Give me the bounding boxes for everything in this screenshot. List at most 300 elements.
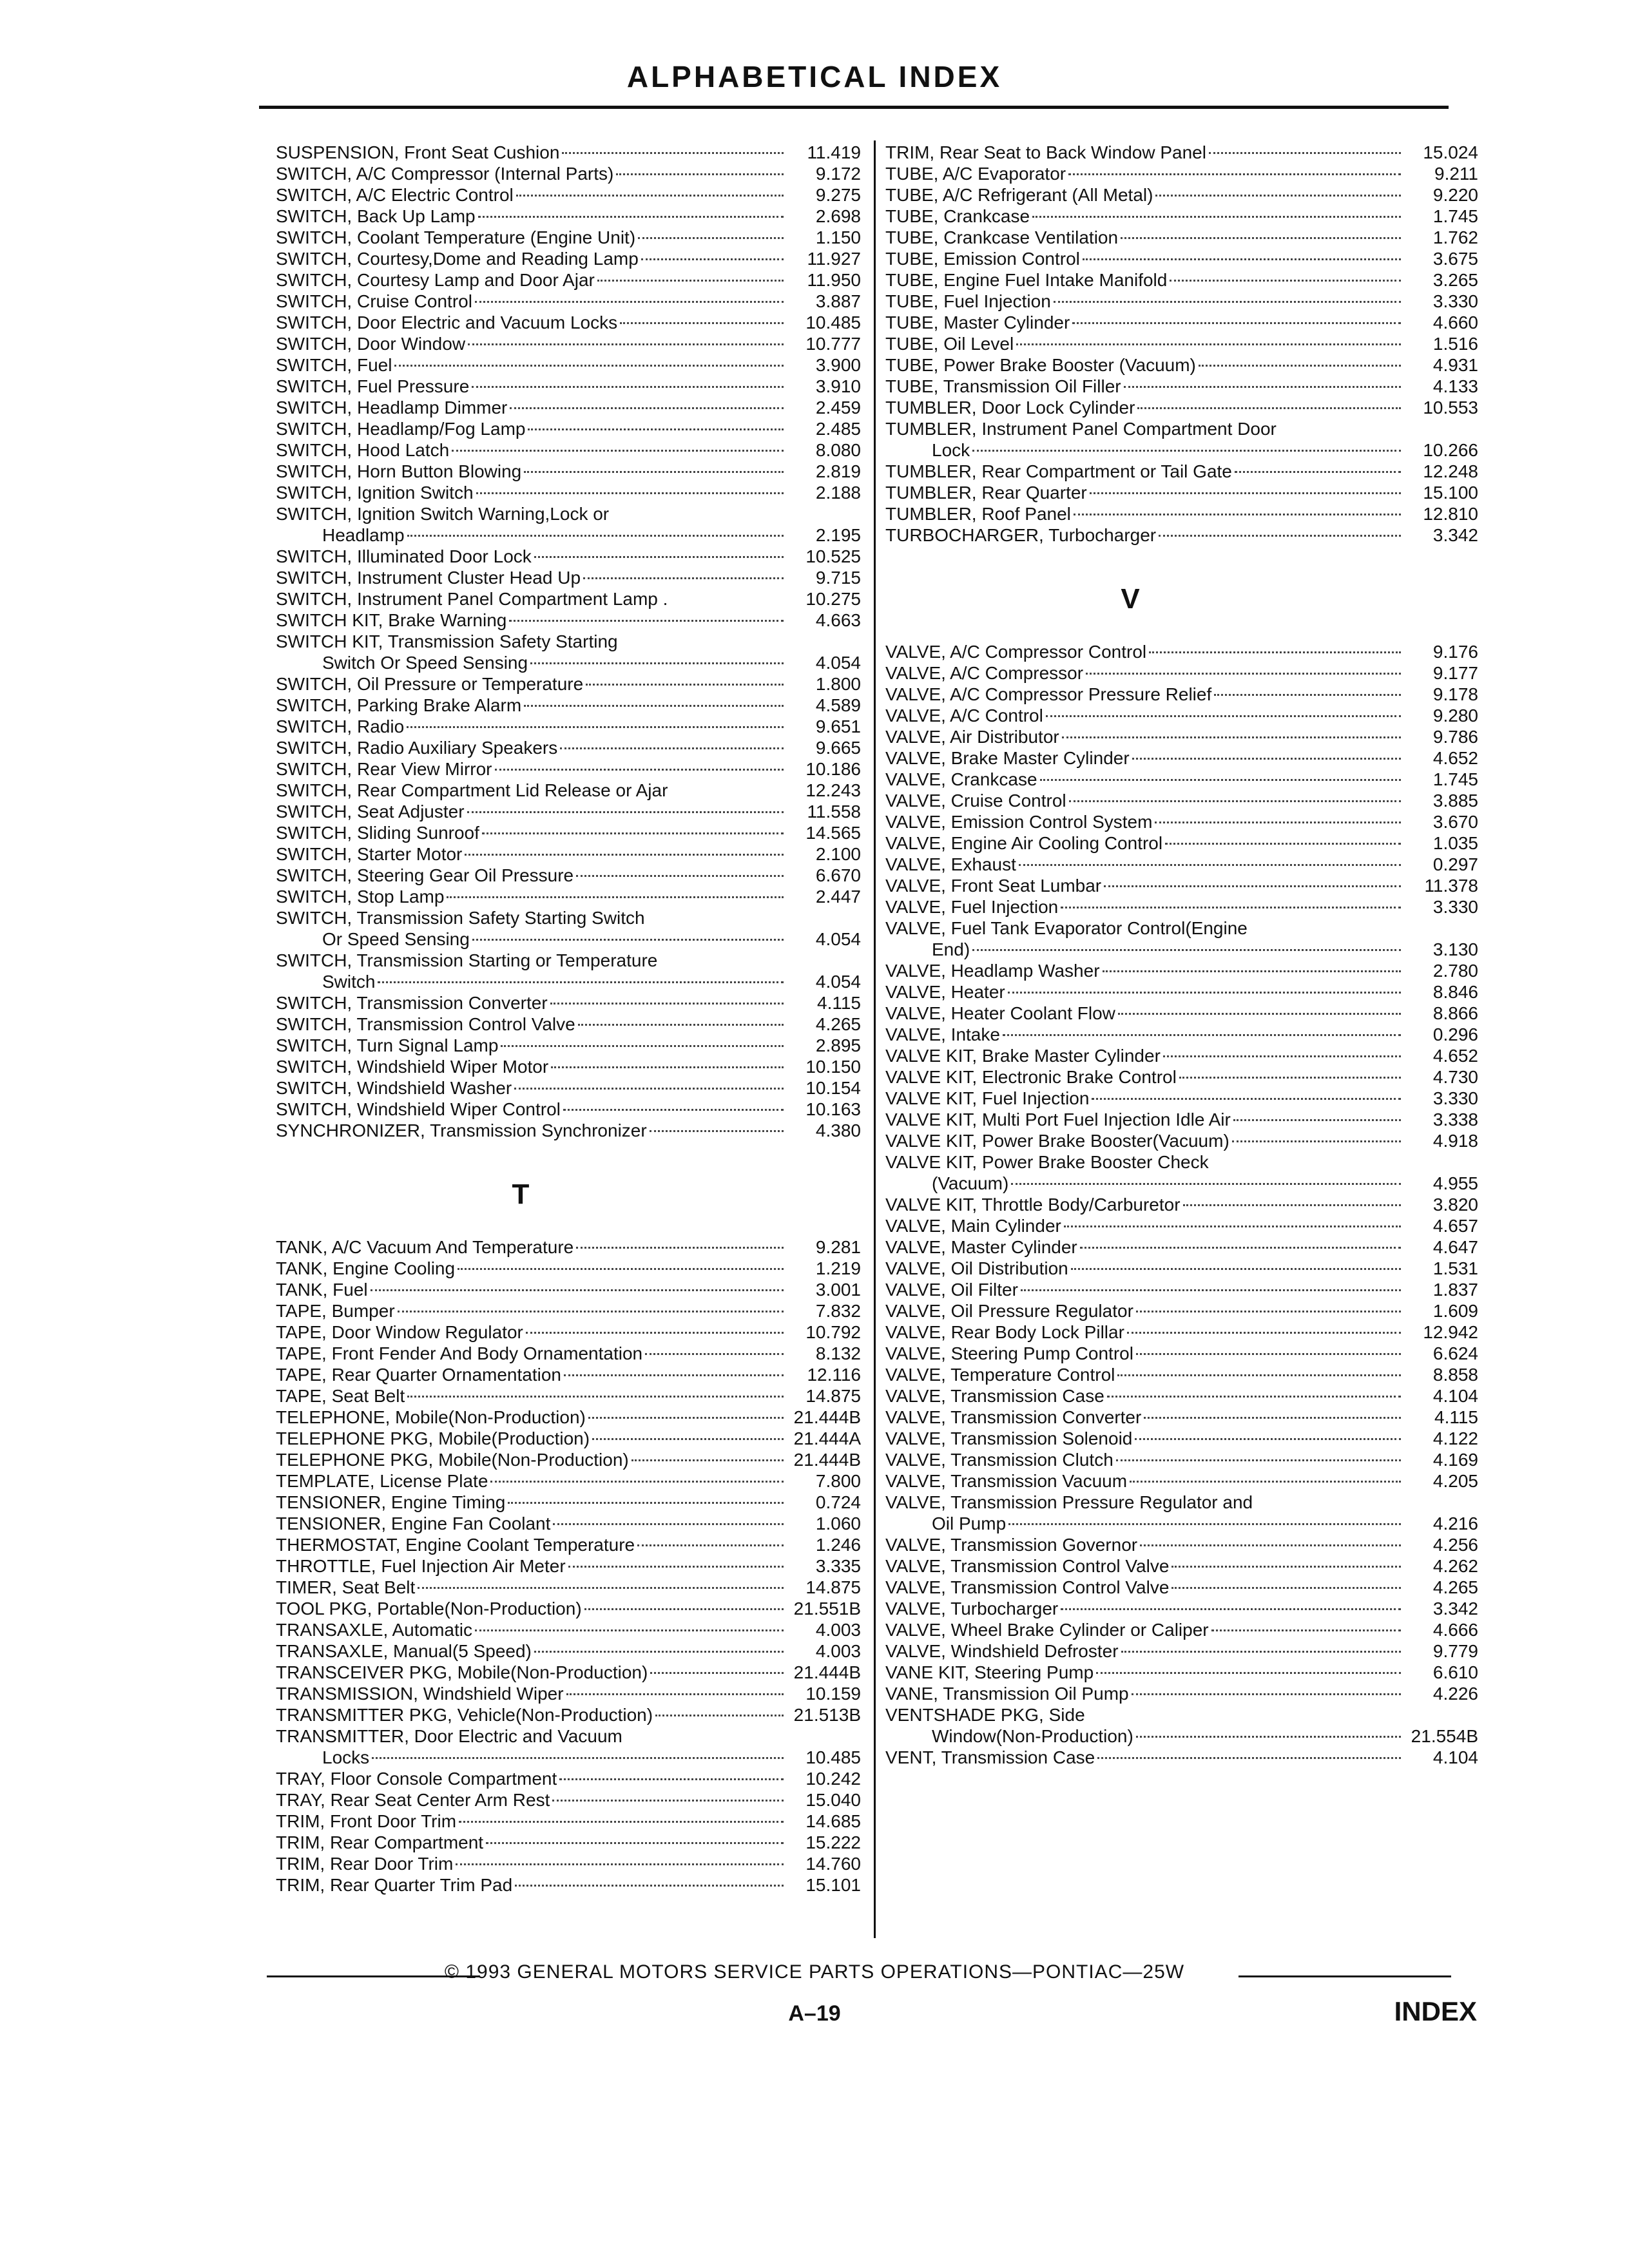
index-page-ref: 4.104: [1432, 1747, 1478, 1767]
dot-leader: [1083, 258, 1401, 260]
index-page-ref: 4.226: [1432, 1684, 1478, 1704]
index-entry-label: SWITCH, Door Electric and Vacuum Locks: [276, 312, 618, 332]
index-entry-label: TUBE, Power Brake Booster (Vacuum): [885, 355, 1196, 375]
dot-leader: [586, 684, 784, 686]
dot-leader: [562, 152, 784, 154]
index-entry-label: Headlamp: [322, 525, 405, 545]
index-entry: [276, 1704, 861, 1725]
index-entry: [276, 1619, 861, 1640]
index-page-ref: 4.652: [1432, 1046, 1478, 1066]
index-entry-title: TRANSMITTER, Door Electric and Vacuum: [276, 1726, 622, 1746]
index-entry: [276, 716, 861, 737]
index-entry: [276, 1449, 861, 1470]
index-entry-label: VALVE, Transmission Converter: [885, 1407, 1142, 1427]
index-entry-label: THROTTLE, Fuel Injection Air Meter: [276, 1556, 566, 1576]
dot-leader: [526, 1332, 784, 1334]
index-page-ref: 10.159: [805, 1684, 861, 1704]
index-entry-label: SWITCH, Windshield Wiper Motor: [276, 1057, 549, 1077]
index-entry: [885, 1534, 1478, 1555]
index-entry-label: TUBE, Transmission Oil Filler: [885, 376, 1121, 396]
index-entry: [276, 439, 861, 461]
index-entry: [885, 875, 1478, 896]
dot-leader: [566, 1693, 784, 1695]
index-entry-label: TUBE, Engine Fuel Intake Manifold: [885, 270, 1168, 290]
index-page-ref: 4.003: [815, 1620, 861, 1640]
index-page-ref: 4.918: [1432, 1131, 1478, 1151]
dot-leader: [1016, 343, 1401, 345]
dot-leader: [1136, 1353, 1401, 1355]
dot-leader: [1163, 1055, 1401, 1057]
dot-leader: [394, 365, 784, 367]
dot-leader: [1074, 514, 1401, 515]
index-entry: [276, 843, 861, 865]
index-page-ref: 11.927: [807, 249, 861, 269]
index-entry-label: TRIM, Rear Seat to Back Window Panel: [885, 142, 1206, 162]
index-page-ref: 1.219: [815, 1258, 861, 1278]
dot-leader: [1019, 864, 1401, 866]
index-page-ref: 15.040: [805, 1790, 861, 1810]
dot-leader: [482, 832, 784, 834]
dot-leader: [1040, 779, 1401, 781]
index-page-ref: 1.516: [1432, 334, 1478, 354]
index-entry: [885, 896, 1478, 918]
index-page-ref: 6.624: [1432, 1343, 1478, 1363]
dot-leader: [650, 1130, 784, 1132]
index-entry-label: SWITCH, Windshield Wiper Control: [276, 1099, 561, 1119]
index-page-ref: 4.265: [1432, 1577, 1478, 1597]
index-page-ref: 3.001: [815, 1280, 861, 1300]
dot-leader: [407, 1396, 784, 1398]
index-entry-label: VANE KIT, Steering Pump: [885, 1662, 1094, 1682]
index-entry-label: TRIM, Front Door Trim: [276, 1811, 457, 1831]
index-entry-label: TURBOCHARGER, Turbocharger: [885, 525, 1157, 545]
index-page-ref: 3.330: [1432, 291, 1478, 311]
index-page-ref: 10.275: [805, 589, 861, 609]
index-entry-label: SUSPENSION, Front Seat Cushion: [276, 142, 560, 162]
index-entry-label: VALVE, Cruise Control: [885, 791, 1066, 811]
index-entry: [276, 822, 861, 843]
index-entry-label: VALVE, Exhaust: [885, 854, 1016, 874]
index-entry-label: SWITCH, Transmission Control Valve: [276, 1014, 575, 1034]
index-entry: [885, 811, 1478, 832]
dot-leader: [1136, 1736, 1401, 1738]
index-page-ref: 9.211: [1434, 164, 1478, 184]
index-entry: [276, 737, 861, 758]
index-entry: [276, 992, 861, 1014]
index-page-ref: 3.335: [815, 1556, 861, 1576]
index-entry-label: VALVE, A/C Compressor Control: [885, 642, 1147, 662]
index-entry: [885, 1130, 1478, 1151]
index-page-ref: 12.116: [807, 1365, 861, 1385]
index-entry: [276, 1577, 861, 1598]
dot-leader: [650, 1672, 784, 1674]
dot-leader: [1121, 237, 1401, 239]
dot-leader: [1116, 1459, 1401, 1461]
index-entry: [885, 1598, 1478, 1619]
index-page-ref: 4.054: [815, 929, 861, 949]
dot-leader: [1003, 1034, 1401, 1036]
dot-leader: [1092, 1098, 1401, 1100]
dot-leader: [1021, 1289, 1401, 1291]
index-entry: [276, 1407, 861, 1428]
index-entry-label: SWITCH, Rear Compartment Lid Release or Ajar: [276, 780, 668, 800]
index-entry-label: SWITCH, Door Window: [276, 334, 466, 354]
index-entry: [885, 482, 1478, 503]
dot-leader: [631, 1459, 784, 1461]
dot-leader: [616, 173, 784, 175]
index-entry: [885, 1449, 1478, 1470]
dot-leader: [458, 1268, 784, 1270]
index-page-ref: 8.858: [1432, 1365, 1478, 1385]
index-page-ref: 9.715: [815, 568, 861, 588]
dot-leader: [563, 1109, 784, 1111]
dot-leader: [578, 1024, 784, 1026]
index-entry: [276, 1364, 861, 1385]
dot-leader: [972, 949, 1401, 951]
index-entry-label: SWITCH, A/C Electric Control: [276, 185, 514, 205]
index-entry-label: Oil Pump: [932, 1514, 1007, 1533]
index-entry-label: TUBE, A/C Refrigerant (All Metal): [885, 185, 1153, 205]
index-entry-label: SWITCH, Fuel Pressure: [276, 376, 470, 396]
dot-leader: [576, 875, 784, 877]
index-page-ref: 11.378: [1424, 876, 1478, 896]
dot-leader: [1090, 492, 1401, 494]
dot-leader: [486, 1842, 784, 1844]
index-entry: [885, 312, 1478, 333]
index-entry: [885, 960, 1478, 981]
index-page-ref: 2.780: [1432, 961, 1478, 981]
index-entry-label: SWITCH KIT, Brake Warning: [276, 610, 507, 630]
index-entry-label: TUMBLER, Rear Quarter: [885, 483, 1087, 503]
index-entry: [276, 546, 861, 567]
dot-leader: [550, 1003, 784, 1004]
index-page-ref: 15.222: [805, 1832, 861, 1852]
index-entry-label: VALVE, Transmission Clutch: [885, 1450, 1113, 1470]
index-page-ref: 9.220: [1432, 185, 1478, 205]
index-entry: [276, 1513, 861, 1534]
index-entry-label: TRANSMITTER PKG, Vehicle(Non-Production): [276, 1705, 653, 1725]
dot-leader: [637, 1544, 784, 1546]
index-page-ref: 3.330: [1432, 897, 1478, 917]
index-entry: [276, 610, 861, 631]
index-page-ref: 2.485: [815, 419, 861, 439]
dot-leader: [524, 705, 784, 707]
index-entry-label: SWITCH, Radio Auxiliary Speakers: [276, 738, 558, 758]
index-page-ref: 4.262: [1432, 1556, 1478, 1576]
index-entry: [885, 1385, 1478, 1407]
index-entry: [276, 1640, 861, 1662]
dot-leader: [407, 535, 784, 537]
index-page-ref: 4.133: [1432, 376, 1478, 396]
index-entry: [885, 1236, 1478, 1258]
index-page-ref: 21.554B: [1411, 1726, 1478, 1746]
index-entry-label: TRAY, Floor Console Compartment: [276, 1769, 557, 1789]
index-page-ref: 4.663: [815, 610, 861, 630]
index-entry-label: TELEPHONE PKG, Mobile(Production): [276, 1428, 590, 1448]
index-entry-label: VALVE, Oil Filter: [885, 1280, 1018, 1300]
dot-leader: [1086, 673, 1401, 675]
dot-leader: [588, 1417, 784, 1419]
index-page-ref: 4.205: [1432, 1471, 1478, 1491]
index-entry: [276, 1385, 861, 1407]
index-entry-label: VALVE, Transmission Solenoid: [885, 1428, 1133, 1448]
index-entry: [885, 354, 1478, 376]
dot-leader: [1064, 1225, 1401, 1227]
dot-leader: [472, 939, 784, 941]
index-page-ref: 4.647: [1432, 1237, 1478, 1257]
index-page-ref: 9.275: [815, 185, 861, 205]
index-page-ref: 10.485: [805, 312, 861, 332]
index-entry: [885, 1045, 1478, 1066]
index-page-ref: 1.745: [1432, 769, 1478, 789]
page-number: A–19: [788, 2001, 841, 2026]
index-entry: [276, 567, 861, 588]
dot-leader: [1171, 1587, 1401, 1589]
index-entry: [276, 1534, 861, 1555]
index-page-ref: 3.265: [1432, 270, 1478, 290]
page-title: ALPHABETICAL INDEX: [626, 60, 1003, 93]
index-page-ref: 4.652: [1432, 748, 1478, 768]
index-page-ref: 14.875: [805, 1577, 861, 1597]
index-entry-label: VALVE KIT, Power Brake Booster(Vacuum): [885, 1131, 1229, 1151]
index-entry: [276, 1120, 861, 1141]
dot-leader: [475, 301, 784, 303]
dot-leader: [1235, 471, 1401, 473]
index-entry: [276, 1598, 861, 1619]
index-entry-title: VALVE, Fuel Tank Evaporator Control(Engine: [885, 918, 1248, 938]
index-entry-label: TAPE, Bumper: [276, 1301, 395, 1321]
index-page-ref: 10.186: [805, 759, 861, 779]
index-page-ref: 9.651: [815, 716, 861, 736]
index-entry: [276, 652, 861, 673]
dot-leader: [1124, 386, 1401, 388]
dot-leader: [472, 386, 784, 388]
index-entry: [276, 524, 861, 546]
index-entry-label: TANK, Engine Cooling: [276, 1258, 456, 1278]
index-page-ref: 8.132: [815, 1343, 861, 1363]
index-entry-label: TAPE, Door Window Regulator: [276, 1322, 523, 1342]
index-entry: [276, 461, 861, 482]
index-page-ref: 1.837: [1432, 1280, 1478, 1300]
section-letter: V: [1121, 583, 1140, 615]
dot-leader: [467, 811, 784, 813]
index-page-ref: 2.100: [815, 844, 861, 864]
dot-leader: [1136, 1311, 1401, 1312]
index-page-ref: 1.035: [1432, 833, 1478, 853]
index-entry: [885, 461, 1478, 482]
index-entry-label: VALVE KIT, Multi Port Fuel Injection Idle Air: [885, 1110, 1231, 1129]
index-entry: [276, 1683, 861, 1704]
dot-leader: [1132, 1693, 1401, 1695]
index-entry: [885, 1555, 1478, 1577]
index-entry-label: VALVE, Main Cylinder: [885, 1216, 1061, 1236]
dot-leader: [1170, 280, 1401, 282]
index-entry-label: SWITCH, Ignition Switch: [276, 483, 474, 503]
index-page-ref: 9.177: [1432, 663, 1478, 683]
dot-leader: [528, 428, 784, 430]
index-entry: [276, 588, 861, 610]
index-entry-title: VALVE, Transmission Pressure Regulator and: [885, 1492, 1253, 1512]
index-entry: [885, 376, 1478, 397]
index-entry-label: VALVE KIT, Fuel Injection: [885, 1088, 1090, 1108]
index-entry: [276, 1747, 861, 1768]
index-entry: [885, 333, 1478, 354]
index-page-ref: 1.800: [815, 674, 861, 694]
copyright-text: © 1993 GENERAL MOTORS SERVICE PARTS OPERATIONS—PONTIAC—25W: [444, 1961, 1185, 1983]
index-entry-title: TUMBLER, Instrument Panel Compartment Door: [885, 419, 1277, 439]
index-page-ref: 3.330: [1432, 1088, 1478, 1108]
index-page-ref: 12.942: [1423, 1322, 1478, 1342]
dot-leader: [559, 1778, 784, 1780]
dot-leader: [1132, 758, 1401, 760]
index-page-ref: 21.551B: [793, 1599, 861, 1619]
index-entry: [885, 1321, 1478, 1343]
index-entry: [276, 695, 861, 716]
dot-leader: [1032, 216, 1401, 218]
index-entry: [276, 227, 861, 248]
index-entry: [885, 1066, 1478, 1088]
dot-leader: [465, 854, 784, 856]
index-entry-label: VALVE, A/C Compressor Pressure Relief: [885, 684, 1212, 704]
index-page-ref: 8.080: [815, 440, 861, 460]
dot-leader: [1127, 1332, 1401, 1334]
index-entry: [885, 705, 1478, 726]
index-entry: [276, 1343, 861, 1364]
index-entry: [885, 163, 1478, 184]
index-entry-label: VALVE, Headlamp Washer: [885, 961, 1100, 981]
index-entry: [885, 1215, 1478, 1236]
index-page-ref: 3.900: [815, 355, 861, 375]
index-entry-label: TUMBLER, Rear Compartment or Tail Gate: [885, 461, 1232, 481]
index-page-ref: 3.675: [1432, 249, 1478, 269]
index-column-right: [885, 142, 1478, 1768]
index-page-ref: 10.150: [805, 1057, 861, 1077]
index-entry-label: SWITCH, Oil Pressure or Temperature: [276, 674, 584, 694]
index-entry-label: VALVE, Air Distributor: [885, 727, 1059, 747]
index-entry-label: TRIM, Rear Door Trim: [276, 1854, 454, 1874]
index-entry: [276, 1321, 861, 1343]
index-page-ref: 11.558: [807, 802, 861, 822]
index-page-ref: 4.169: [1432, 1450, 1478, 1470]
index-entry-label: SWITCH, Courtesy Lamp and Door Ajar: [276, 270, 595, 290]
index-entry-label: VALVE, Crankcase: [885, 769, 1037, 789]
index-page-ref: 4.955: [1432, 1173, 1478, 1193]
index-entry: [276, 142, 861, 163]
index-page-ref: 4.003: [815, 1641, 861, 1661]
index-entry-label: End): [932, 939, 970, 959]
index-page-ref: 6.670: [815, 865, 861, 885]
index-entry-label: VALVE, Temperature Control: [885, 1365, 1115, 1385]
index-entry-label: TUBE, Oil Level: [885, 334, 1014, 354]
index-entry: [276, 971, 861, 992]
dot-leader: [1211, 1629, 1401, 1631]
index-page-ref: 4.104: [1432, 1386, 1478, 1406]
index-entry: [885, 397, 1478, 418]
dot-leader: [597, 280, 784, 282]
dot-leader: [516, 195, 784, 197]
index-entry-label: VALVE, Fuel Injection: [885, 897, 1059, 917]
index-entry-label: VALVE, Steering Pump Control: [885, 1343, 1133, 1363]
index-page-ref: 1.745: [1432, 206, 1478, 226]
index-entry: [885, 1747, 1478, 1768]
index-entry: [885, 1024, 1478, 1045]
index-entry-label: VALVE, Rear Body Lock Pillar: [885, 1322, 1124, 1342]
index-page-ref: 1.609: [1432, 1301, 1478, 1321]
index-page-ref: 0.297: [1432, 854, 1478, 874]
index-page-ref: 21.444B: [793, 1662, 861, 1682]
index-entry: [885, 641, 1478, 662]
index-entry: [885, 227, 1478, 248]
index-entry: [885, 439, 1478, 461]
index-page-ref: 15.100: [1423, 483, 1478, 503]
index-entry: [276, 1258, 861, 1279]
index-entry: [276, 673, 861, 695]
dot-leader: [1080, 1247, 1401, 1249]
index-entry-label: SWITCH, Headlamp/Fog Lamp: [276, 419, 526, 439]
index-entry: [276, 865, 861, 886]
dot-leader: [576, 1247, 784, 1249]
index-entry: [276, 1077, 861, 1099]
index-entry: [276, 184, 861, 206]
index-entry: [885, 1003, 1478, 1024]
index-page-ref: 1.762: [1432, 227, 1478, 247]
dot-leader: [1054, 301, 1401, 303]
index-entry: [276, 758, 861, 780]
index-entry: [885, 1194, 1478, 1215]
index-entry: [276, 1099, 861, 1120]
index-entry-label: TUBE, Crankcase: [885, 206, 1030, 226]
dot-leader: [530, 662, 784, 664]
index-entry-label: SWITCH, Headlamp Dimmer: [276, 398, 508, 418]
index-entry-label: THERMOSTAT, Engine Coolant Temperature: [276, 1535, 635, 1555]
index-entry: [885, 939, 1478, 960]
index-entry-title: SWITCH KIT, Transmission Safety Starting: [276, 631, 618, 651]
dot-leader: [456, 1863, 784, 1865]
index-page-ref: 3.885: [1432, 791, 1478, 811]
index-entry-label: Locks: [322, 1747, 370, 1767]
index-entry: [276, 163, 861, 184]
index-page-ref: 1.060: [815, 1514, 861, 1533]
dot-leader: [645, 1353, 784, 1355]
index-entry-label: SWITCH, Horn Button Blowing: [276, 461, 522, 481]
dot-leader: [1068, 173, 1401, 175]
index-entry: [276, 1832, 861, 1853]
index-entry-title: SWITCH, Transmission Safety Starting Switch: [276, 908, 645, 928]
index-page-ref: 10.525: [805, 546, 861, 566]
index-entry: [885, 1088, 1478, 1109]
dot-leader: [1061, 1608, 1401, 1610]
index-page-ref: 3.338: [1432, 1110, 1478, 1129]
dot-leader: [1159, 535, 1401, 537]
index-entry: [885, 790, 1478, 811]
index-entry-label: TRANSAXLE, Manual(5 Speed): [276, 1641, 532, 1661]
dot-leader: [1118, 1013, 1401, 1015]
index-entry: [885, 1662, 1478, 1683]
dot-leader: [508, 1502, 784, 1504]
dot-leader: [972, 450, 1401, 452]
index-entry-label: VALVE KIT, Throttle Body/Carburetor: [885, 1195, 1181, 1215]
dot-leader: [371, 1289, 784, 1291]
index-entry-label: SWITCH, Stop Lamp: [276, 887, 445, 907]
index-entry: [276, 418, 861, 439]
index-page-ref: 4.666: [1432, 1620, 1478, 1640]
index-entry: [885, 1428, 1478, 1449]
index-page-ref: 3.910: [815, 376, 861, 396]
index-entry-label: SWITCH, Hood Latch: [276, 440, 450, 460]
index-entry: [885, 184, 1478, 206]
index-entry-label: TEMPLATE, License Plate: [276, 1471, 488, 1491]
dot-leader: [1061, 907, 1401, 908]
